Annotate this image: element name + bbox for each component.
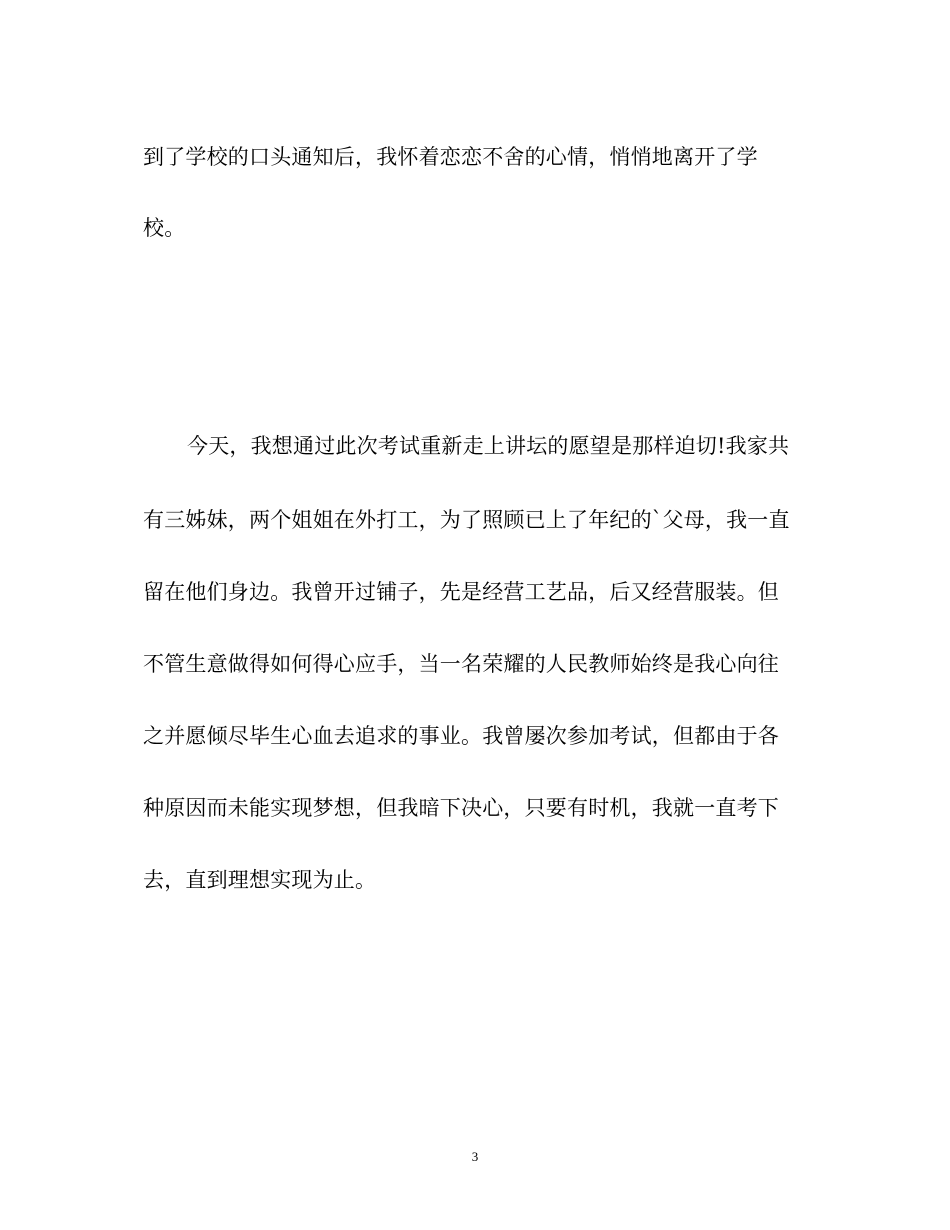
- text-line: 去，直到理想实现为止。: [143, 868, 377, 892]
- page-number: 3: [471, 1149, 479, 1164]
- text-line: 不管生意做得如何得心应手，当一名荣耀的人民教师始终是我心向往: [143, 652, 779, 676]
- text-line: 之并愿倾尽毕生心血去追求的事业。我曾屡次参加考试，但都由于各: [143, 724, 779, 748]
- text-line: 种原因而未能实现梦想，但我暗下决心，只要有时机，我就一直考下: [143, 796, 779, 820]
- text-line: 校。: [143, 216, 186, 240]
- text-line: 今天，我想通过此次考试重新走上讲坛的愿望是那样迫切!我家共: [187, 434, 790, 458]
- text-line: 留在他们身边。我曾开过铺子，先是经营工艺品，后又经营服装。但: [143, 580, 779, 604]
- text-line: 到了学校的口头通知后，我怀着恋恋不舍的心情，悄悄地离开了学: [143, 145, 758, 169]
- text-line: 有三姊妹，两个姐姐在外打工，为了照顾已上了年纪的`父母，我一直: [143, 508, 790, 532]
